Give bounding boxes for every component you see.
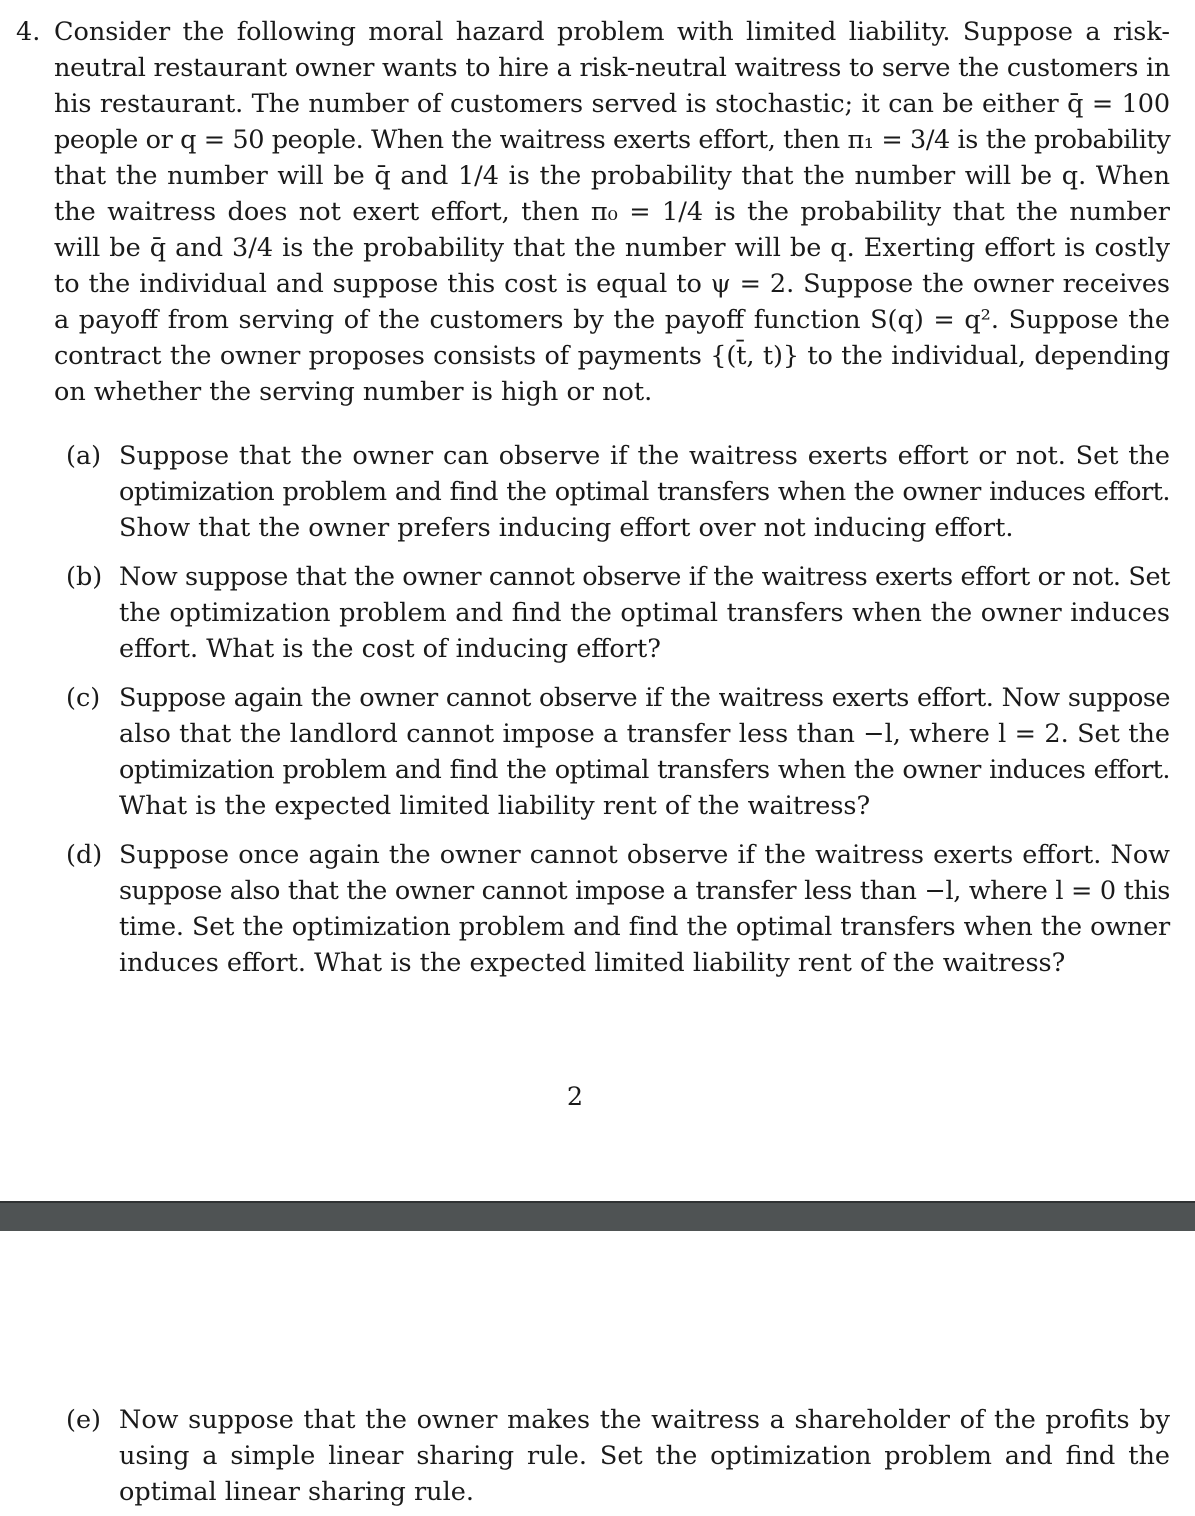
part-line: suppose also that the owner cannot impose a transfer less than −l, where l = 0 this [119, 876, 1170, 906]
part-e-text [119, 1402, 1170, 1510]
part-b-text [119, 559, 1170, 667]
part-b-label: (b) [66, 562, 103, 592]
part-c-text [119, 680, 1170, 824]
problem-line: the waitress does not exert effort, then π₀ = 1/4 is the probability that the number [54, 197, 1170, 227]
part-line: optimization problem and find the optimal transfers when the owner induces effort. [119, 477, 1170, 507]
part-line: also that the landlord cannot impose a transfer less than −l, where l = 2. Set the [119, 719, 1170, 749]
page-number: 2 [566, 1082, 584, 1112]
part-line: effort. What is the cost of inducing effort? [119, 634, 661, 664]
part-e-label: (e) [66, 1405, 101, 1435]
part-line: Suppose again the owner cannot observe if the waitress exerts effort. Now suppose [119, 683, 1170, 713]
part-line: Suppose that the owner can observe if the waitress exerts effort or not. Set the [119, 441, 1170, 471]
part-line: optimization problem and find the optimal transfers when the owner induces effort. [119, 755, 1170, 785]
part-c-label: (c) [66, 683, 101, 713]
part-line: optimal linear sharing rule. [119, 1477, 474, 1507]
part-line: using a simple linear sharing rule. Set the optimization problem and find the [119, 1441, 1170, 1471]
part-line: Show that the owner prefers inducing effort over not inducing effort. [119, 513, 1014, 543]
problem-line: people or q = 50 people. When the waitress exerts effort, then π₁ = 3/4 is the probability [54, 125, 1171, 155]
part-d-text [119, 837, 1170, 981]
part-line: induces effort. What is the expected limited liability rent of the waitress? [119, 948, 1066, 978]
problem-line: neutral restaurant owner wants to hire a risk-neutral waitress to serve the customers in [54, 53, 1170, 83]
problem-line: a payoff from serving of the customers by the payoff function S(q) = q². Suppose the [54, 305, 1170, 335]
part-a-label: (a) [66, 441, 102, 471]
problem-statement [54, 14, 1170, 410]
part-a-text [119, 438, 1170, 546]
part-d-label: (d) [66, 840, 103, 870]
part-line: Suppose once again the owner cannot observe if the waitress exerts effort. Now [119, 840, 1170, 870]
problem-line: contract the owner proposes consists of payments {(t̄, t)} to the individual, depending [54, 341, 1170, 371]
page-separator [0, 1201, 1195, 1231]
part-line: the optimization problem and find the optimal transfers when the owner induces [119, 598, 1170, 628]
problem-line: that the number will be q̄ and 1/4 is the probability that the number will be q. When [54, 161, 1170, 191]
part-line: What is the expected limited liability rent of the waitress? [119, 791, 871, 821]
problem-line: Consider the following moral hazard problem with limited liability. Suppose a risk- [54, 17, 1170, 47]
problem-line: his restaurant. The number of customers served is stochastic; it can be either q̄ = 100 [54, 89, 1170, 119]
part-line: time. Set the optimization problem and find the optimal transfers when the owner [119, 912, 1170, 942]
problem-line: to the individual and suppose this cost is equal to ψ = 2. Suppose the owner receives [54, 269, 1170, 299]
part-line: Now suppose that the owner makes the waitress a shareholder of the profits by [119, 1405, 1170, 1435]
part-line: Now suppose that the owner cannot observe if the waitress exerts effort or not. Set [119, 562, 1170, 592]
problem-number: 4. [16, 17, 41, 47]
problem-line: on whether the serving number is high or not. [54, 377, 653, 407]
problem-line: will be q̄ and 3/4 is the probability that the number will be q. Exerting effort is costly [54, 233, 1170, 263]
